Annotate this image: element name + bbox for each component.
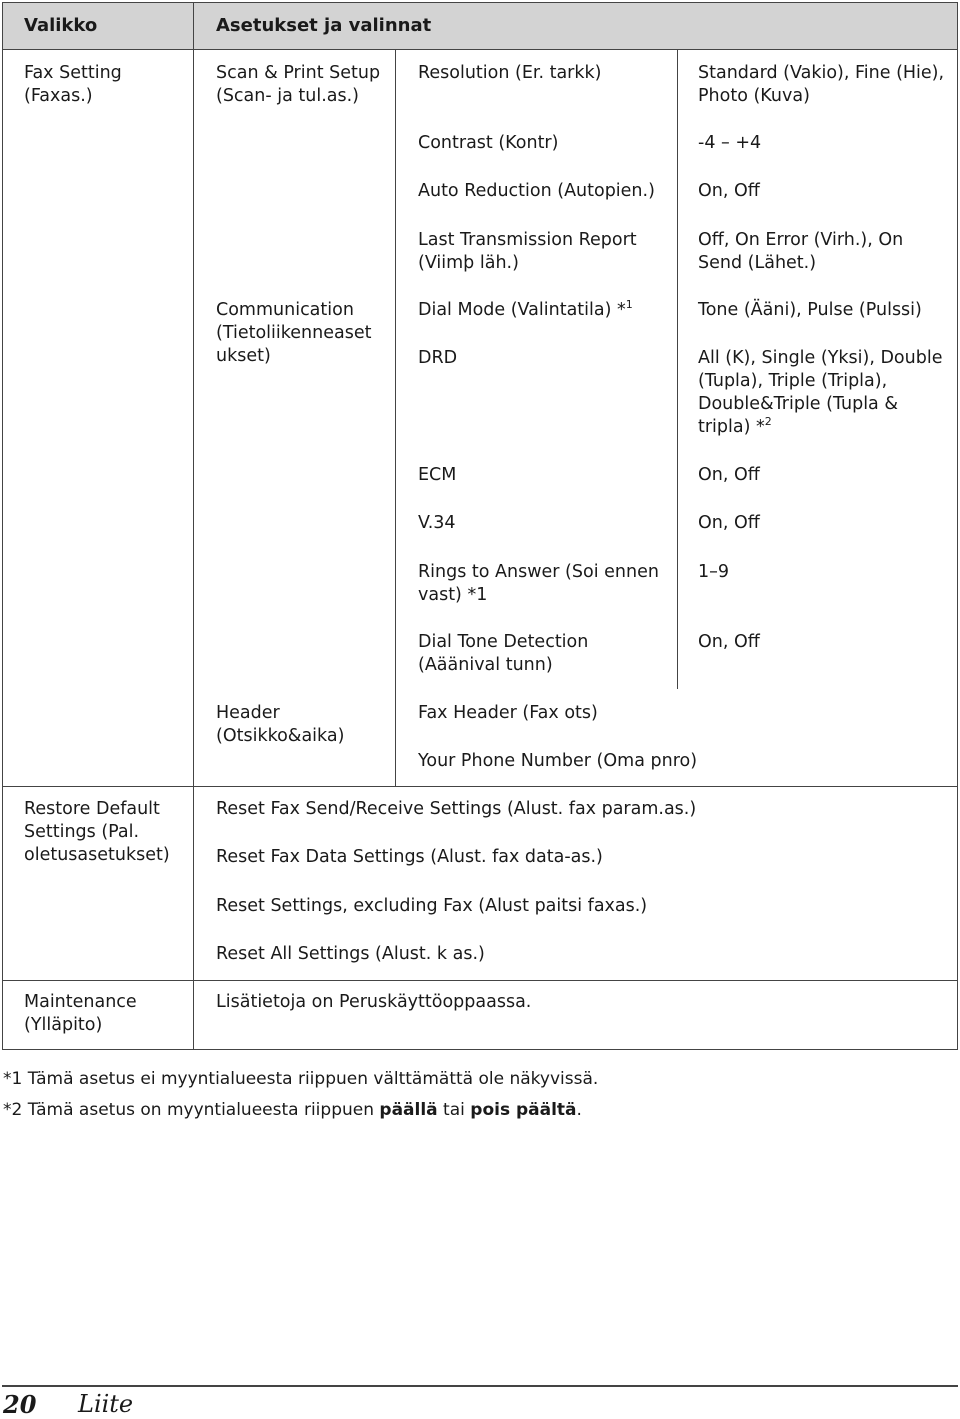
page-number: 20 bbox=[3, 1390, 37, 1419]
header-settings-label: Asetukset ja valinnat bbox=[216, 15, 432, 36]
group-scan-print-setup: Scan & Print Setup (Scan- ja tul.as.) bbox=[216, 63, 381, 106]
menu-column-divider bbox=[193, 2, 194, 1050]
setting-drd: DRD bbox=[418, 348, 458, 368]
fax-setting-bottom-border bbox=[2, 786, 958, 787]
options-v34: On, Off bbox=[698, 513, 760, 533]
table-border-bottom bbox=[2, 1049, 958, 1050]
setting-reset-all: Reset All Settings (Alust. k as.) bbox=[216, 944, 485, 964]
options-resolution: Standard (Vakio), Fine (Hie), Photo (Kuva) bbox=[698, 63, 945, 106]
header-menu-label: Valikko bbox=[24, 15, 98, 36]
options-rings-to-answer: 1–9 bbox=[698, 562, 730, 582]
options-dial-tone-detection: On, Off bbox=[698, 632, 760, 652]
table-header-divider bbox=[2, 49, 958, 50]
setting-v34: V.34 bbox=[418, 513, 456, 533]
setting-auto-reduction: Auto Reduction (Autopien.) bbox=[418, 181, 655, 201]
page-footer-rule bbox=[2, 1385, 958, 1387]
setting-contrast: Contrast (Kontr) bbox=[418, 133, 559, 153]
setting-dial-tone-detection: Dial Tone Detection (Aäänival tunn) bbox=[418, 632, 589, 675]
setting-fax-header: Fax Header (Fax ots) bbox=[418, 703, 598, 723]
group-column-divider bbox=[395, 49, 396, 786]
group-header: Header (Otsikko&aika) bbox=[216, 703, 345, 746]
options-last-transmission-report: Off, On Error (Virh.), On Send (Lähet.) bbox=[698, 230, 904, 273]
options-drd: All (K), Single (Yksi), Double (Tupla), Triple (Tripla), Double&Triple (Tupla & tripla) *$^2$ bbox=[698, 348, 943, 437]
menu-restore-default: Restore Default Settings (Pal. oletusasetukset) bbox=[24, 799, 170, 865]
setting-last-transmission-report: Last Transmission Report (Viimþ läh.) bbox=[418, 230, 637, 273]
table-header-background bbox=[2, 2, 957, 49]
options-ecm: On, Off bbox=[698, 465, 760, 485]
setting-dial-mode: Dial Mode (Valintatila) *$^1$ bbox=[418, 298, 633, 320]
restore-default-bottom-border bbox=[2, 980, 958, 981]
menu-fax-setting: Fax Setting (Faxas.) bbox=[24, 63, 122, 106]
setting-your-phone-number: Your Phone Number (Oma pnro) bbox=[418, 751, 698, 771]
options-contrast: -4 – +4 bbox=[698, 133, 762, 153]
menu-maintenance: Maintenance (Ylläpito) bbox=[24, 992, 137, 1035]
setting-reset-fax-send-receive: Reset Fax Send/Receive Settings (Alust. fax param.as.) bbox=[216, 799, 697, 819]
page-section-title: Liite bbox=[78, 1390, 134, 1418]
setting-rings-to-answer: Rings to Answer (Soi ennen vast) *1 bbox=[418, 562, 659, 605]
setting-ecm: ECM bbox=[418, 465, 457, 485]
maintenance-reference-text: Lisätietoja on Peruskäyttöoppaassa. bbox=[216, 992, 532, 1012]
footnote-1 bbox=[3, 1068, 598, 1090]
table-border-top bbox=[2, 2, 958, 3]
footnote-1-text: Tämä asetus ei myyntialueesta riippuen välttämättä ole näkyvissä. bbox=[27, 1069, 599, 1089]
table-border-left bbox=[2, 2, 3, 1050]
setting-reset-excluding-fax: Reset Settings, excluding Fax (Alust paitsi faxas.) bbox=[216, 896, 648, 916]
setting-resolution: Resolution (Er. tarkk) bbox=[418, 63, 602, 83]
footnote-2-mark: *2 bbox=[3, 1100, 23, 1120]
options-dial-mode: Tone (Ääni), Pulse (Pulssi) bbox=[698, 300, 922, 320]
footnote-1-mark: *1 bbox=[3, 1069, 23, 1089]
setting-reset-fax-data: Reset Fax Data Settings (Alust. fax data-as.) bbox=[216, 847, 603, 867]
group-communication: Communication (Tietoliikenneaset ukset) bbox=[216, 300, 372, 366]
options-auto-reduction: On, Off bbox=[698, 181, 760, 201]
options-column-divider bbox=[677, 49, 678, 689]
table-border-right bbox=[957, 2, 958, 1050]
footnote-2: *2 Tämä asetus on myyntialueesta riippuen päällä tai pois päältä. bbox=[3, 1100, 582, 1120]
